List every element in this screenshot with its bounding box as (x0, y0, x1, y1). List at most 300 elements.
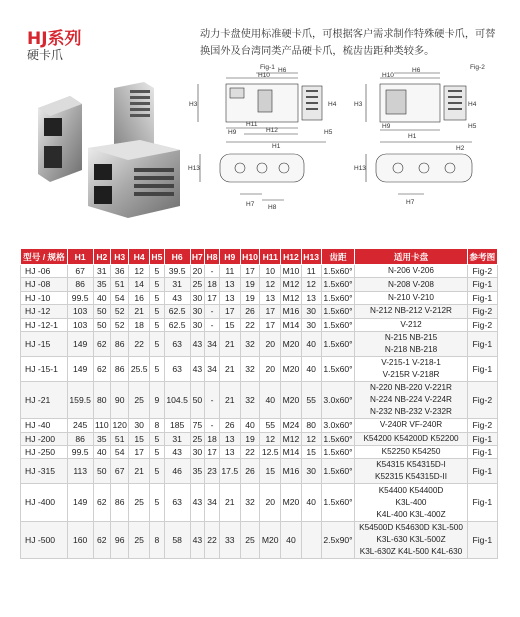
table-cell: 40 (301, 484, 321, 521)
table-cell: 113 (67, 459, 93, 484)
table-row (21, 484, 498, 521)
table-row (21, 382, 498, 419)
table-cell: 62 (93, 332, 111, 357)
table-cell: 50 (93, 305, 111, 318)
table-cell: 30 (190, 318, 205, 331)
column-header: H4 (129, 249, 150, 265)
chuck-model: K3L-630Z K4L-500 K4L-630 (359, 546, 463, 556)
column-header: H11 (260, 249, 281, 265)
table-cell: 110 (94, 420, 109, 431)
table-cell: 58 (164, 521, 190, 558)
table-cell: 2.5x90° (321, 521, 355, 558)
table-cell: - (205, 318, 220, 331)
table-cell: 30 (190, 291, 205, 304)
table-cell: 17 (205, 446, 220, 459)
table-cell: 25 (129, 521, 150, 558)
table-cell: 43 (190, 332, 205, 357)
table-cell: 19 (240, 291, 260, 304)
table-cell: 104.5 (164, 382, 190, 419)
table-cell: HJ -500 (21, 521, 68, 558)
chuck-model: N-206 V-206 (388, 266, 434, 276)
table-cell: 22 (205, 521, 220, 558)
table-cell: 18 (205, 278, 220, 291)
table-cell: Fig-1 (467, 291, 497, 304)
table-cell (355, 291, 467, 304)
table-cell: 5 (150, 357, 165, 382)
table-cell: 25 (190, 432, 205, 445)
table-cell: 40 (301, 357, 321, 382)
table-cell: 67 (111, 459, 129, 484)
table-cell: 1.5x60° (321, 265, 355, 278)
table-cell: 30 (129, 419, 150, 432)
table-cell: HJ -08 (21, 278, 68, 291)
table-cell: 16 (129, 291, 150, 304)
table-cell: 21 (219, 382, 240, 419)
fig-2-h3: H3 (354, 101, 363, 108)
table-cell (355, 305, 467, 318)
table-cell: 40 (260, 382, 281, 419)
table-cell: 17 (129, 446, 150, 459)
table-cell: 8 (150, 521, 165, 558)
table-cell: Fig-1 (467, 278, 497, 291)
column-header: 适用卡盘 (355, 249, 467, 265)
fig-1-h3: H3 (189, 101, 198, 108)
table-cell: 31 (93, 265, 111, 278)
table-cell: Fig-1 (467, 332, 497, 357)
table-cell: 1.5x60° (321, 332, 355, 357)
table-row (21, 419, 498, 432)
table-cell: 13 (219, 446, 240, 459)
product-description: 动力卡盘使用标准硬卡爪，可根据客户需求制作特殊硬卡爪，可替换国外及台湾同类产品硬卡爪，梳齿齿距种类较多。 (200, 29, 496, 57)
table-cell (301, 521, 321, 558)
table-cell: Fig-2 (467, 419, 497, 432)
table-cell: 40 (240, 419, 260, 432)
table-cell: - (205, 305, 220, 318)
table-cell: 34 (205, 484, 220, 521)
table-cell (355, 278, 467, 291)
table-cell: 96 (111, 521, 129, 558)
table-cell: 30 (301, 318, 321, 331)
fig-2-h13: H13 (354, 165, 366, 172)
table-cell: 149 (67, 332, 93, 357)
table-cell: 30 (301, 305, 321, 318)
column-header: H13 (301, 249, 321, 265)
table-cell: 52 (111, 318, 129, 331)
table-cell: 103 (67, 318, 93, 331)
table-cell (355, 521, 467, 558)
table-cell: Fig-1 (467, 432, 497, 445)
table-cell: 26 (240, 459, 260, 484)
fig-1-h8: H8 (268, 204, 277, 211)
table-cell: 34 (205, 332, 220, 357)
table-cell: 99.5 (67, 446, 93, 459)
table-cell: 63 (164, 484, 190, 521)
table-cell: Fig-2 (467, 318, 497, 331)
table-cell: M16 (282, 306, 300, 317)
table-cell: 35 (93, 278, 111, 291)
table-cell: 13 (301, 291, 321, 304)
table-cell (355, 446, 467, 459)
table-cell: 17 (219, 305, 240, 318)
table-cell: 35 (93, 432, 111, 445)
table-cell (355, 357, 467, 382)
table-cell: HJ -12 (21, 305, 68, 318)
table-cell: 3.0x60° (321, 382, 355, 419)
chuck-model: K54500D K54630D K3L-500 (359, 522, 463, 532)
chuck-model: V-240R VF-240R (379, 420, 443, 430)
table-cell: M20 (260, 521, 281, 558)
fig-2-h7: H7 (406, 199, 415, 206)
table-cell: Fig-1 (467, 521, 497, 558)
fig-1-h1: H1 (272, 143, 281, 150)
table-cell: 12 (129, 265, 150, 278)
table-cell: 30 (190, 305, 205, 318)
fig-2-h6: H6 (412, 67, 421, 74)
table-cell: 35 (190, 459, 205, 484)
table-row (21, 305, 498, 318)
table-cell: 31 (164, 432, 190, 445)
fig-1-drawing (186, 62, 344, 212)
table-cell: 17 (205, 291, 220, 304)
table-cell: 26 (219, 419, 240, 432)
table-cell: 46 (164, 459, 190, 484)
fig-2-h4: H4 (468, 101, 477, 108)
fig-2-h5: H5 (468, 123, 477, 130)
page-subtitle: 硬卡爪 (27, 48, 64, 62)
table-row (21, 446, 498, 459)
table-cell: 51 (111, 278, 129, 291)
chuck-model: V-212 (400, 319, 422, 329)
table-cell: 86 (111, 484, 129, 521)
table-cell: 18 (205, 432, 220, 445)
table-cell: 19 (240, 432, 260, 445)
table-cell: 20 (260, 484, 281, 521)
table-cell: 15 (301, 446, 321, 459)
chuck-model: N-208 V-208 (388, 279, 434, 289)
table-cell: HJ -200 (21, 432, 68, 445)
table-cell: 9 (150, 382, 165, 419)
column-header: 型号 / 规格 (21, 249, 68, 265)
table-cell: 63 (164, 332, 190, 357)
table-cell: 63 (164, 357, 190, 382)
table-cell: 43 (190, 357, 205, 382)
column-header: H5 (150, 249, 165, 265)
fig-1-h6: H6 (278, 67, 287, 74)
table-cell: M16 (281, 459, 302, 484)
table-cell: 1.5x60° (321, 459, 355, 484)
table-cell: 54 (111, 291, 129, 304)
table-cell: 21 (219, 332, 240, 357)
table-row (21, 459, 498, 484)
table-cell: Fig-1 (467, 446, 497, 459)
table-cell: 120 (112, 420, 127, 431)
table-cell: 160 (67, 521, 93, 558)
table-cell: 103 (67, 305, 93, 318)
table-cell: 25 (190, 278, 205, 291)
fig-1-h10: H10 (258, 72, 270, 79)
fig-1-h4: H4 (328, 101, 337, 108)
table-cell: HJ -10 (21, 291, 68, 304)
table-cell: 33 (219, 521, 240, 558)
table-cell: 50 (93, 459, 111, 484)
column-header: 齿距 (321, 249, 355, 265)
table-cell: HJ -400 (21, 484, 68, 521)
table-cell: 5 (150, 459, 165, 484)
fig-2-drawing (352, 62, 502, 212)
chuck-model: N-232 NB-232 V-232R (370, 407, 452, 417)
column-header: H1 (67, 249, 93, 265)
table-cell: 1.5x60° (321, 484, 355, 521)
table-cell: 5 (150, 432, 165, 445)
table-row (21, 291, 498, 304)
table-cell: 23 (205, 459, 220, 484)
table-cell: 40 (93, 291, 111, 304)
chuck-model: N-210 V-210 (388, 293, 434, 303)
table-cell: 245 (67, 419, 93, 432)
table-cell: 13 (219, 432, 240, 445)
table-cell: 86 (67, 278, 93, 291)
table-row (21, 357, 498, 382)
table-cell: 19 (240, 278, 260, 291)
chuck-model: K3L-630 K3L-500Z (376, 534, 446, 544)
table-cell: Fig-2 (467, 382, 497, 419)
table-cell (355, 382, 467, 419)
table-cell: 34 (205, 357, 220, 382)
column-header: H3 (111, 249, 129, 265)
spec-table (20, 248, 498, 559)
table-cell: 1.5x60° (321, 357, 355, 382)
table-cell: 12 (260, 278, 281, 291)
table-cell: 10 (260, 265, 281, 278)
table-row (21, 265, 498, 278)
table-cell: 15 (129, 432, 150, 445)
table-cell: 5 (150, 278, 165, 291)
table-cell (355, 265, 467, 278)
jaw-3 (88, 140, 180, 218)
table-cell (355, 419, 467, 432)
table-cell: 75 (190, 419, 205, 432)
table-cell: 43 (164, 446, 190, 459)
table-cell: 3.0x60° (321, 419, 355, 432)
table-cell: 21 (219, 484, 240, 521)
table-cell: 5 (150, 332, 165, 357)
table-cell (355, 484, 467, 521)
table-cell: 12 (301, 278, 321, 291)
table-row (21, 332, 498, 357)
table-cell: 12 (260, 432, 281, 445)
table-cell: 20 (260, 332, 281, 357)
table-cell: 149 (67, 357, 93, 382)
column-header: H8 (205, 249, 220, 265)
table-cell: HJ -12-1 (21, 318, 68, 331)
fig-1-h13: H13 (188, 165, 200, 172)
table-cell: 5 (150, 446, 165, 459)
table-cell: 5 (150, 318, 165, 331)
table-row (21, 432, 498, 445)
table-cell: 18 (129, 318, 150, 331)
table-cell: 5 (150, 484, 165, 521)
chuck-model: K4L-400 K3L-400Z (376, 509, 446, 519)
table-cell: 62 (93, 521, 111, 558)
column-header: H12 (281, 249, 302, 265)
table-cell: 8 (150, 419, 165, 432)
fig-1-h5: H5 (324, 129, 333, 136)
table-cell: 40 (93, 446, 111, 459)
table-cell: 30 (190, 446, 205, 459)
table-cell: 21 (129, 459, 150, 484)
table-cell: M20 (281, 332, 302, 357)
table-cell: 17.5 (219, 459, 240, 484)
table-cell: 32 (240, 484, 260, 521)
fig-1-h9: H9 (228, 129, 237, 136)
fig-2-h9: H9 (382, 123, 391, 130)
table-cell: 26 (240, 305, 260, 318)
chuck-model: N-212 NB-212 V-212R (370, 306, 452, 316)
table-cell: M14 (282, 447, 300, 458)
table-cell: 32 (240, 357, 260, 382)
table-cell: 25 (129, 484, 150, 521)
column-header: H6 (164, 249, 190, 265)
table-cell: 149 (67, 484, 93, 521)
table-cell (355, 318, 467, 331)
chuck-model: N-218 NB-218 (384, 345, 438, 355)
table-cell: 43 (190, 521, 205, 558)
chuck-model: K54400 K54400D (378, 485, 444, 495)
table-cell: 1.5x60° (321, 446, 355, 459)
table-cell: Fig-1 (467, 357, 497, 382)
column-header: 参考图 (467, 249, 497, 265)
table-row (21, 521, 498, 558)
table-cell (355, 459, 467, 484)
table-cell: Fig-1 (467, 459, 497, 484)
table-cell: HJ -250 (21, 446, 68, 459)
chuck-model: V-215-1 V-218-1 (381, 358, 441, 368)
table-cell: HJ -06 (21, 265, 68, 278)
table-cell: 55 (260, 419, 281, 432)
table-cell: 20 (190, 265, 205, 278)
table-cell: 17 (240, 265, 260, 278)
table-cell: - (205, 265, 220, 278)
table-cell: 62 (93, 357, 111, 382)
table-cell: 5 (150, 291, 165, 304)
table-cell: Fig-2 (467, 305, 497, 318)
table-row (21, 278, 498, 291)
column-header: H2 (93, 249, 111, 265)
table-cell: 20 (260, 357, 281, 382)
table-cell: 13 (219, 278, 240, 291)
table-cell: HJ -15-1 (21, 357, 68, 382)
table-cell: 50 (190, 382, 205, 419)
table-cell: 52 (111, 305, 129, 318)
table-cell (355, 332, 467, 357)
table-cell: M20 (281, 357, 302, 382)
table-cell: 86 (111, 357, 129, 382)
table-cell: 54 (111, 446, 129, 459)
table-cell: 39.5 (164, 265, 190, 278)
chuck-model: N-220 NB-220 V-221R (370, 383, 452, 393)
fig-2-h2: H2 (456, 145, 465, 152)
fig-1-h11: H11 (246, 121, 258, 128)
table-cell: M20 (281, 484, 302, 521)
table-cell: 36 (111, 265, 129, 278)
table-cell: 25 (240, 521, 260, 558)
table-cell: 1.5x60° (321, 278, 355, 291)
table-cell: 43 (190, 484, 205, 521)
column-header: H10 (240, 249, 260, 265)
table-cell: 15 (260, 459, 281, 484)
chuck-model: K52250 K54250 (381, 447, 441, 457)
table-cell: M24 (282, 420, 300, 431)
table-cell: 5 (150, 265, 165, 278)
table-cell: HJ -40 (21, 419, 68, 432)
chuck-model: K54315 K54315D-I (376, 460, 446, 470)
table-cell: 159.5 (67, 382, 93, 419)
table-cell: M20 (281, 382, 302, 419)
table-cell: 14 (129, 278, 150, 291)
table-cell: 51 (111, 432, 129, 445)
table-cell: 40 (281, 521, 302, 558)
table-cell: 99.5 (67, 291, 93, 304)
table-cell: 1.5x60° (321, 291, 355, 304)
table-cell: 185 (164, 419, 190, 432)
table-cell: 62.5 (164, 305, 190, 318)
column-header: H9 (219, 249, 240, 265)
spec-table-header (21, 249, 498, 265)
table-cell: M14 (282, 319, 300, 330)
table-cell: 13 (219, 291, 240, 304)
table-cell: M12 (282, 279, 300, 290)
table-cell: 32 (240, 382, 260, 419)
fig-1-h7: H7 (246, 201, 255, 208)
table-cell: HJ -21 (21, 382, 68, 419)
table-cell: 50 (93, 318, 111, 331)
table-cell: 80 (301, 419, 321, 432)
chuck-model: N-224 NB-224 V-224R (370, 395, 452, 405)
table-cell: 25.5 (129, 357, 150, 382)
table-cell: Fig-1 (467, 484, 497, 521)
table-cell: HJ -15 (21, 332, 68, 357)
table-cell: 22 (240, 446, 260, 459)
fig-2-h10: H10 (382, 72, 394, 79)
table-cell: 90 (111, 382, 129, 419)
table-cell: 62.5 (164, 318, 190, 331)
table-cell: 30 (301, 459, 321, 484)
table-cell: 86 (111, 332, 129, 357)
table-cell: 1.5x60° (321, 432, 355, 445)
table-cell: 67 (67, 265, 93, 278)
table-cell: 25 (129, 382, 150, 419)
page-title: HJ系列 (27, 29, 82, 49)
product-photo (30, 78, 190, 228)
table-cell: 32 (240, 332, 260, 357)
chuck-model: K52315 K54315D-II (375, 472, 447, 482)
table-cell: 21 (129, 305, 150, 318)
chuck-model: K54200 K54200D K52200 (363, 433, 459, 443)
table-cell: - (205, 382, 220, 419)
table-cell: 43 (164, 291, 190, 304)
table-cell: 15 (219, 318, 240, 331)
table-cell: 86 (67, 432, 93, 445)
table-cell: 22 (129, 332, 150, 357)
table-cell (355, 432, 467, 445)
column-header: H7 (190, 249, 205, 265)
table-cell: 12.5 (261, 447, 279, 458)
chuck-model: N-215 NB-215 (384, 333, 438, 343)
table-cell: 11 (301, 265, 321, 278)
fig-1-label: Fig-1 (260, 64, 275, 71)
table-cell: 55 (301, 382, 321, 419)
table-cell: 21 (219, 357, 240, 382)
